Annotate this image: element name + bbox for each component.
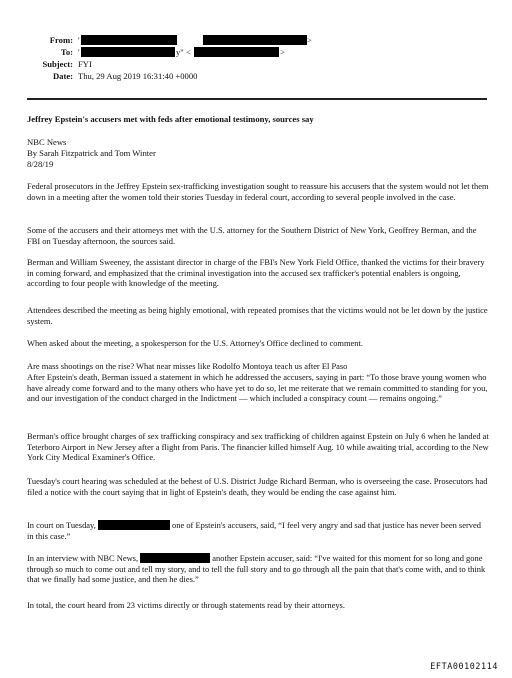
- redaction-from-email: [203, 35, 307, 45]
- article-paragraph: In total, the court heard from 23 victims directly or through statements read by their attorneys.: [27, 600, 345, 610]
- redacted-para-2-after: another Epstein accuser, said: “I've waited for this moment for so long and gone through so much to come out and tell my story, and to tell the full story and to go through all the pain that that's come with, and to think that we finally had some justice, and then he dies.”: [27, 553, 486, 585]
- redaction-to-name: [81, 47, 175, 57]
- subject-value: FYI: [78, 59, 92, 69]
- to-label: To:: [60, 47, 73, 57]
- redaction-accuser-name: [98, 520, 170, 530]
- date-row: [0, 71, 512, 82]
- redacted-para-2-before: In an interview with NBC News,: [27, 553, 139, 563]
- redaction-from-name: [81, 35, 177, 45]
- to-value-prefix: ': [78, 47, 80, 57]
- redacted-para-1-after: one of Epstein's accusers, said, “I feel very angry and sad that justice has never been served in this case.”: [27, 520, 481, 541]
- article-source: NBC News: [27, 137, 67, 147]
- to-value-suffix: >: [280, 47, 285, 57]
- article-paragraph: When asked about the meeting, a spokesperson for the U.S. Attorney's Office declined to comment.: [27, 338, 363, 348]
- article-paragraph: Federal prosecutors in the Jeffrey Epstein sex-trafficking investigation sought to reassure his accusers that the system would not let them down in a meeting after the women told their stories Tuesday in federal court, according to several people involved in the case.: [27, 181, 489, 202]
- from-value-prefix: ': [78, 35, 80, 45]
- redacted-para-1-before: In court on Tuesday,: [27, 520, 96, 530]
- date-label: Date:: [52, 71, 73, 81]
- redaction-accuser-name: [140, 553, 210, 563]
- to-value-mid: y" <: [176, 47, 191, 57]
- header-divider: [27, 98, 487, 100]
- subject-label: Subject:: [42, 59, 73, 69]
- redaction-to-email: [194, 47, 279, 57]
- article-paragraph-redacted: [27, 520, 489, 541]
- article-paragraph: Tuesday's court hearing was scheduled at the behest of U.S. District Judge Richard Berman, who is overseeing the case. Prosecutors had filed a notice with the court saying that in light of Epstein's death, they would be ending the case against him.: [27, 476, 488, 497]
- document-id: EFTA00102114: [430, 661, 498, 671]
- article-paragraph: Berman and William Sweeney, the assistant director in charge of the FBI's New York Field Office, thanked the victims for their bravery in coming forward, and emphasized that the criminal investigation into the accused sex trafficker's potential enablers is ongoing, according to four people with knowledge of the meeting.: [27, 257, 485, 289]
- article-paragraph: After Epstein's death, Berman issued a statement in which he addressed the accusers, saying in part: “To those brave young women who have already come forward and to the many others who have yet to do so, let me reiterate that we remain committed to standing for you, and our investigation of the conduct charged in the Indictment — which included a conspiracy count — remains ongoing.”: [27, 372, 488, 404]
- date-value: Thu, 29 Aug 2019 16:31:40 +0000: [78, 71, 198, 81]
- from-label: From:: [49, 35, 73, 45]
- article-headline: Jeffrey Epstein's accusers met with feds after emotional testimony, sources say: [27, 114, 314, 124]
- article-paragraph-redacted: [27, 553, 489, 585]
- article-paragraph: Are mass shootings on the rise? What near misses like Rodolfo Montoya teach us after El Paso: [27, 361, 348, 371]
- article-paragraph: Some of the accusers and their attorneys met with the U.S. attorney for the Southern District of New York, Geoffrey Berman, and the FBI on Tuesday afternoon, the sources said.: [27, 225, 477, 246]
- article-date: 8/28/19: [27, 159, 54, 169]
- subject-row: [0, 59, 512, 70]
- from-value-suffix: >: [307, 35, 312, 45]
- article-paragraph: Attendees described the meeting as being highly emotional, with repeated promises that the victims would not be let down by the justice system.: [27, 305, 488, 326]
- article-paragraph: Berman's office brought charges of sex trafficking conspiracy and sex trafficking of children against Epstein on July 6 when he landed at Teterboro Airport in New Jersey after a flight from Paris. The financier killed himself Aug. 10 while awaiting trial, according to the New York City Medical Examiner's Office.: [27, 431, 489, 463]
- article-byline: By Sarah Fitzpatrick and Tom Winter: [27, 148, 156, 158]
